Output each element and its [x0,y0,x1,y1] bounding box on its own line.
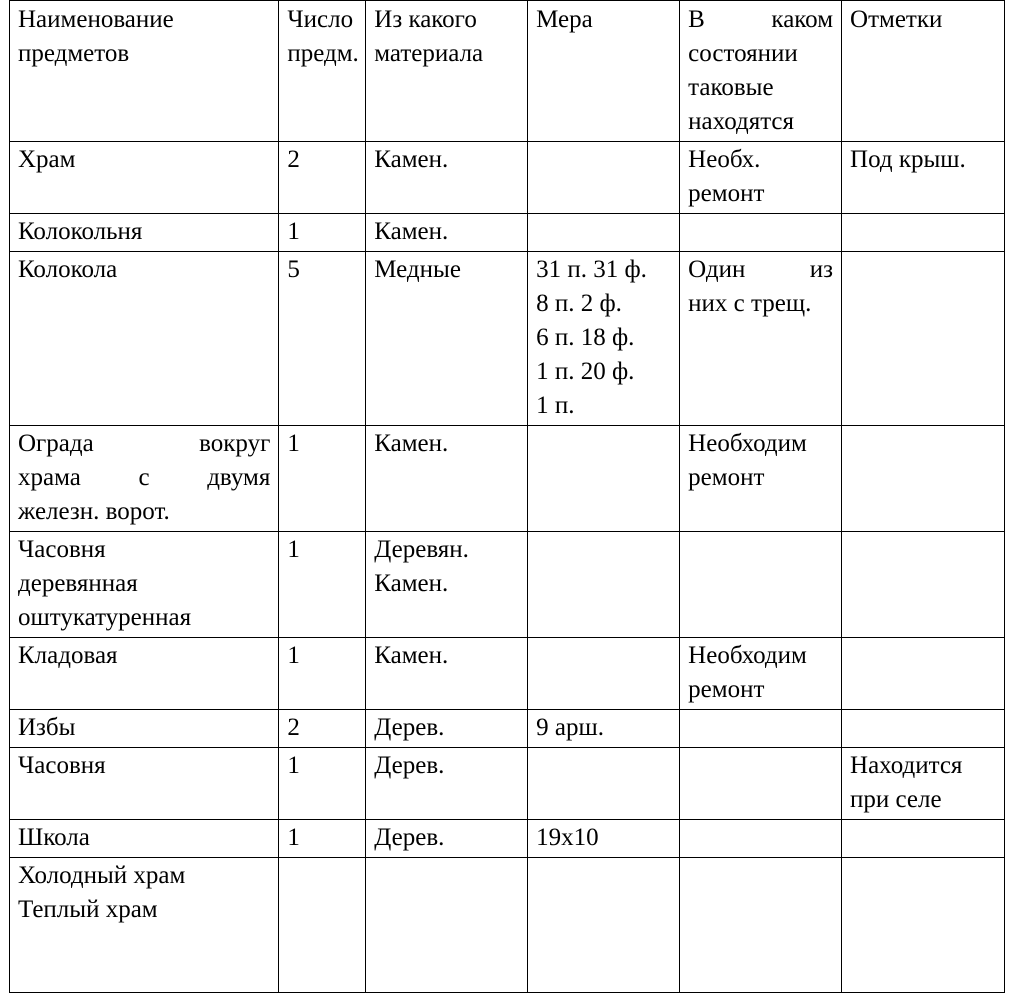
cell-notes-line: Находится [850,752,963,779]
header-state-line: таковые [688,74,774,101]
table-row [10,426,1005,532]
cell-mera [528,638,680,710]
cell-name-line: Теплый храм [18,896,158,923]
cell-state [680,142,842,214]
cell-mera-line: 8 п. 2 ф. [536,290,622,317]
header-notes: Отметки [842,1,1005,142]
cell-material [366,858,528,993]
cell-material: Камен. [366,426,528,532]
cell-state [680,858,842,993]
header-state-line: находятся [688,108,795,135]
cell-material: Дерев. [366,748,528,820]
cell-material: Дерев. [366,710,528,748]
table-row [10,820,1005,858]
cell-name [10,426,279,532]
cell-state-line: Необх. [688,146,761,173]
cell-name-line: Холодный храм [18,862,186,889]
table-row [10,142,1005,214]
cell-material-line: Деревян. [374,536,469,563]
cell-material: Дерев. [366,820,528,858]
header-material: Из какого материала [366,1,528,142]
cell-notes [842,214,1005,252]
cell-state-line: них с трещ. [688,290,812,317]
header-state [680,1,842,142]
cell-material: Камен. [366,638,528,710]
cell-notes: Под крыш. [842,142,1005,214]
cell-state-line: ремонт [688,676,765,703]
header-state-line: В каком [688,6,834,33]
table-row [10,252,1005,426]
cell-notes-line: при селе [850,786,942,813]
cell-name-line: железн. ворот. [18,498,170,525]
cell-name: Избы [10,710,279,748]
cell-notes [842,426,1005,532]
header-name: Наименование предметов [10,1,279,142]
cell-notes [842,252,1005,426]
table-row [10,858,1005,993]
cell-name: Колокольня [10,214,279,252]
header-count: Число предм. [279,1,366,142]
cell-mera-line: 1 п. [536,392,575,419]
cell-notes [842,532,1005,638]
table-row [10,214,1005,252]
cell-name-line: Ограда вокруг [18,430,271,457]
cell-notes [842,638,1005,710]
cell-material: Камен. [366,214,528,252]
cell-mera [528,252,680,426]
cell-material: Медные [366,252,528,426]
cell-mera: 9 арш. [528,710,680,748]
cell-count: 1 [279,214,366,252]
cell-name: Колокола [10,252,279,426]
cell-state [680,638,842,710]
cell-notes [842,748,1005,820]
table-row [10,748,1005,820]
cell-state [680,214,842,252]
cell-name: Часовня [10,748,279,820]
cell-count: 1 [279,820,366,858]
header-mera: Мера [528,1,680,142]
cell-mera-line: 31 п. 31 ф. [536,256,647,283]
cell-mera-line: 6 п. 18 ф. [536,324,635,351]
cell-count [279,858,366,993]
cell-name-line: деревянная [18,570,138,597]
cell-state-line: ремонт [688,464,765,491]
cell-state-line: ремонт [688,180,765,207]
cell-count: 5 [279,252,366,426]
cell-material [366,532,528,638]
cell-mera-line: 1 п. 20 ф. [536,358,635,385]
cell-state-line: Необходим [688,642,807,669]
cell-mera [528,532,680,638]
table-row [10,710,1005,748]
table-header-row [10,1,1005,142]
cell-mera [528,426,680,532]
cell-material: Камен. [366,142,528,214]
cell-count: 1 [279,426,366,532]
cell-mera [528,748,680,820]
cell-name: Кладовая [10,638,279,710]
cell-name-line: оштукатуренная [18,604,192,631]
table-row [10,638,1005,710]
cell-name-line: храма с двумя [18,464,271,491]
cell-count: 1 [279,638,366,710]
cell-name: Храм [10,142,279,214]
cell-mera [528,858,680,993]
cell-mera [528,142,680,214]
cell-notes [842,858,1005,993]
cell-material-line: Камен. [374,570,449,597]
cell-count: 2 [279,142,366,214]
cell-state [680,710,842,748]
cell-mera: 19х10 [528,820,680,858]
cell-mera [528,214,680,252]
cell-state [680,748,842,820]
table-row [10,532,1005,638]
cell-state-line: Один из [688,256,834,283]
cell-name: Школа [10,820,279,858]
cell-count: 1 [279,748,366,820]
cell-state-line: Необходим [688,430,807,457]
cell-state [680,820,842,858]
cell-name [10,532,279,638]
cell-state [680,426,842,532]
cell-notes [842,710,1005,748]
cell-state [680,532,842,638]
cell-count: 2 [279,710,366,748]
cell-state [680,252,842,426]
cell-name-line: Часовня [18,536,106,563]
cell-notes [842,820,1005,858]
cell-name [10,858,279,993]
inventory-table [9,0,1005,993]
cell-count: 1 [279,532,366,638]
header-state-line: состоянии [688,40,798,67]
